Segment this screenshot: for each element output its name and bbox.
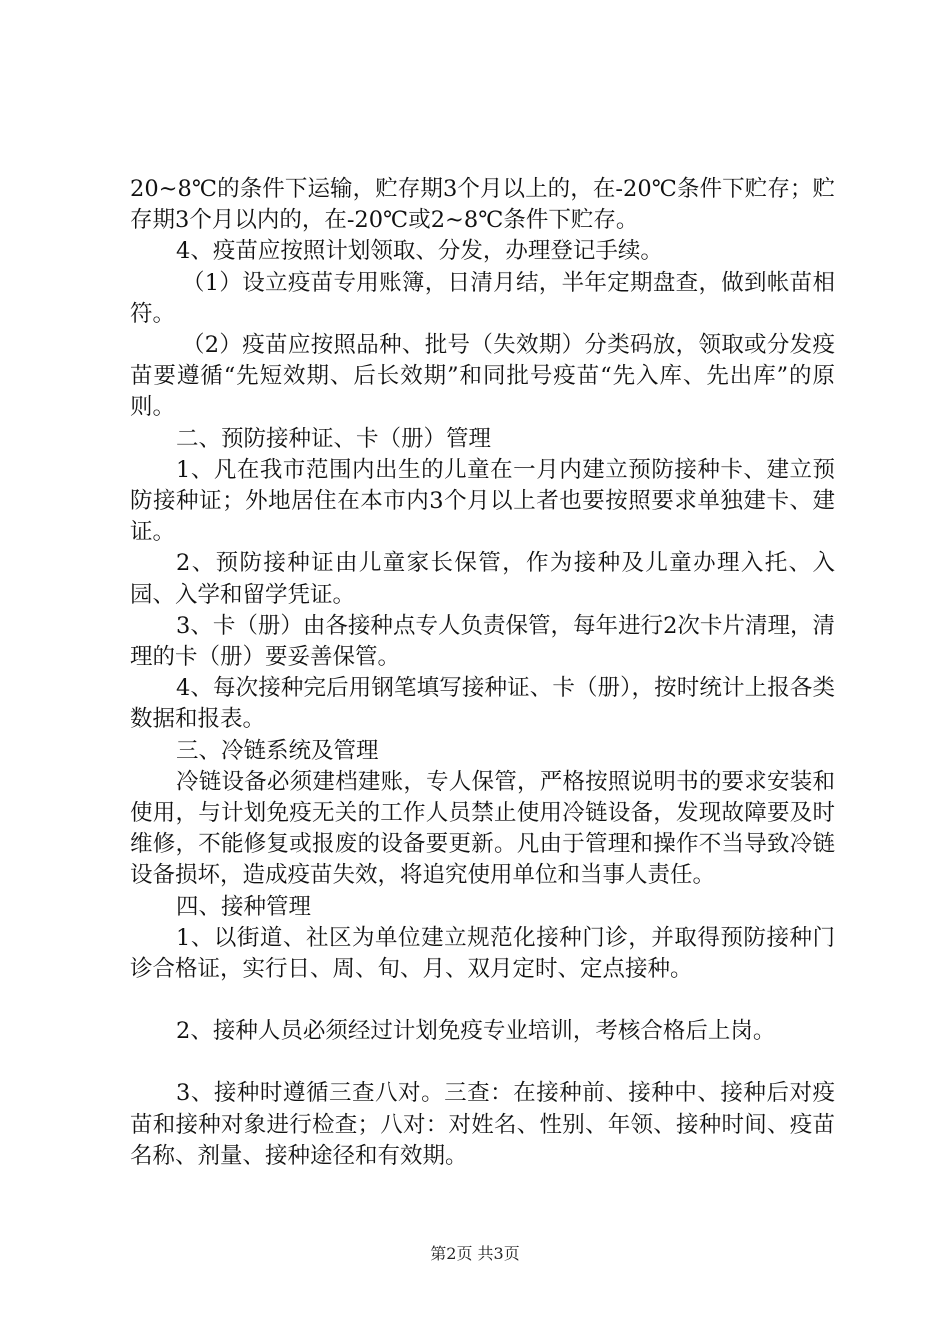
section-heading-vaccination-management: 四、接种管理 [176,893,312,920]
section-heading-cold-chain: 三、冷链系统及管理 [176,737,379,764]
paragraph-staff-training: 2、接种人员必须经过计划免疫专业培训，考核合格后上岗。 [176,1018,776,1045]
paragraph-vaccine-stacking: （2）疫苗应按照品种、批号（失效期）分类码放，领取或分发疫苗要遵循“先短效期、后长效期”和同批号疫苗“先入库、先出库”的原则。 [130,332,835,421]
paragraph-clinic-setup: 1、以街道、社区为单位建立规范化接种门诊，并取得预防接种门诊合格证，实行日、周、旬、月、双月定时、定点接种。 [130,924,835,983]
page-number-footer: 第2页 共3页 [430,1244,520,1263]
paragraph-card-creation: 1、凡在我市范围内出生的儿童在一月内建立预防接种卡、建立预防接种证；外地居住在本市内3个月以上者也要按照要求单独建卡、建证。 [130,456,835,546]
paragraph-card-filling: 4、每次接种完后用钢笔填写接种证、卡（册），按时统计上报各类数据和报表。 [130,675,835,733]
paragraph-card-custody: 2、预防接种证由儿童家长保管，作为接种及儿童办理入托、入园、入学和留学凭证。 [130,550,835,608]
document-body [130,174,835,1172]
paragraph-vaccine-ledger: （1）设立疫苗专用账簿，日清月结，半年定期盘查，做到帐苗相符。 [130,269,835,327]
paragraph-storage-conditions: 20~8℃的条件下运输，贮存期3个月以上的，在-20℃条件下贮存；贮存期3个月以内的，在-20℃或2~8℃条件下贮存。 [130,176,835,234]
section-heading-vaccination-cards: 二、预防接种证、卡（册）管理 [176,425,492,452]
paragraph-card-cleanup: 3、卡（册）由各接种点专人负责保管，每年进行2次卡片清理，清理的卡（册）要妥善保管。 [130,612,835,671]
paragraph-three-checks-eight-verifications: 3、接种时遵循三查八对。三查：在接种前、接种中、接种后对疫苗和接种对象进行检查；八对：对姓名、性别、年领、接种时间、疫苗名称、剂量、接种途径和有效期。 [130,1080,835,1169]
paragraph-vaccine-distribution: 4、疫苗应按照计划领取、分发，办理登记手续。 [176,238,663,265]
paragraph-cold-chain-equipment: 冷链设备必须建档建账，专人保管，严格按照说明书的要求安装和使用，与计划免疫无关的工作人员禁止使用冷链设备，发现故障要及时维修，不能修复或报废的设备要更新。凡由于管理和操作不当导致冷链设备损坏，造成疫苗失效，将追究使用单位和当事人责任。 [130,768,835,889]
